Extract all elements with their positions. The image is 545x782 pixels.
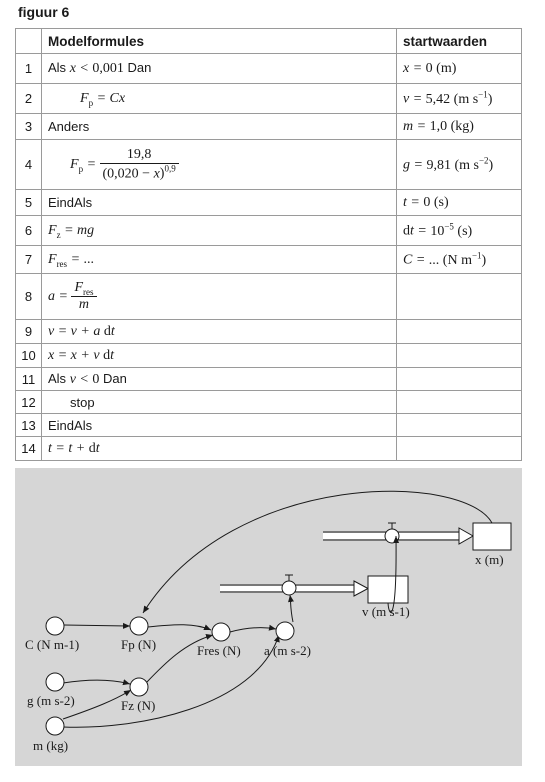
startwaarde-cell-empty — [397, 344, 522, 368]
startwaarde-cell-empty — [397, 368, 522, 391]
formula-cell — [42, 344, 397, 368]
table-row — [16, 216, 522, 246]
startwaarde-cell — [397, 84, 522, 114]
startwaarde-x: x = 0 (m) — [403, 61, 457, 76]
x-valve-icon — [385, 523, 399, 543]
row-number: 5 — [16, 190, 42, 216]
startwaarde-cell — [397, 216, 522, 246]
startwaarde-cell-empty — [397, 391, 522, 414]
row-number: 14 — [16, 437, 42, 461]
x-stock — [473, 523, 511, 550]
table-row — [16, 190, 522, 216]
startwaarde-m: m = 1,0 (kg) — [403, 119, 474, 134]
x-label: x (m) — [475, 552, 504, 567]
formula-text: a = $\frac{F_{res}}{m}$ — [48, 289, 97, 304]
startwaarde-cell-empty — [397, 414, 522, 437]
table-row — [16, 84, 522, 114]
startwaarde-cell-empty — [397, 437, 522, 461]
startwaarde-cell — [397, 246, 522, 274]
keyword-eindals: EindAls — [48, 417, 93, 433]
fraction-denominator: $(0,020 - x)^{0,9}$ — [102, 163, 176, 182]
condition-text: x < 0,001 — [69, 61, 124, 76]
keyword-als: Als — [48, 60, 67, 75]
row-number: 2 — [16, 84, 42, 114]
formula-cell — [42, 414, 397, 437]
table-row — [16, 320, 522, 344]
row-number: 4 — [16, 140, 42, 190]
g-constant-node — [46, 673, 64, 691]
m-constant-node — [46, 717, 64, 735]
formula-text: $F_{res}$ = ... — [48, 251, 95, 269]
row-number: 11 — [16, 368, 42, 391]
keyword-eindals: EindAls — [48, 195, 93, 210]
v-valve-icon — [282, 575, 296, 595]
fraction-numerator: $F_{res}$ — [71, 280, 96, 298]
connector-arrows — [63, 491, 492, 727]
c-label: C (N m-1) — [25, 637, 80, 652]
keyword-dan: Dan — [102, 370, 127, 386]
model-diagram — [15, 468, 522, 766]
startwaarde-v: v = 5,42 (m $s^{-1}$) — [403, 89, 493, 107]
table-row — [16, 391, 522, 414]
formula-text: $F_z$ = mg — [48, 222, 95, 240]
fraction-denominator: m — [78, 297, 90, 313]
formula-text: $F_p$ = $\frac{19,8}{(0,020 - x)^{0,9}}$ — [70, 157, 179, 172]
startwaarde-cell — [397, 54, 522, 84]
startwaarde-cell-empty — [397, 274, 522, 320]
v-stock — [368, 576, 408, 603]
formula-cell — [42, 216, 397, 246]
table-row — [16, 54, 522, 84]
table-header-row — [16, 29, 522, 54]
table-row — [16, 114, 522, 140]
startwaarde-dt: dt = $10^{-5}$ (s) — [403, 221, 473, 239]
fp-auxiliary-node — [130, 617, 148, 635]
fraction — [100, 147, 179, 183]
row-number: 8 — [16, 274, 42, 320]
table-row — [16, 274, 522, 320]
fres-label: Fres (N) — [197, 643, 241, 658]
row-number: 12 — [16, 391, 42, 414]
table-row — [16, 437, 522, 461]
diagram-canvas — [15, 468, 522, 766]
figure-title: figuur 6 — [18, 4, 70, 20]
formula-cell — [42, 114, 397, 140]
formula-cell — [42, 246, 397, 274]
row-number: 1 — [16, 54, 42, 84]
a-label: a (m s-2) — [264, 643, 311, 658]
fraction — [71, 280, 96, 314]
formula-cell — [42, 437, 397, 461]
row-number: 7 — [16, 246, 42, 274]
formula-cell — [42, 368, 397, 391]
startwaarde-c: C = ... (N $m^{-1}$) — [403, 250, 487, 268]
table-row — [16, 414, 522, 437]
formula-cell — [42, 54, 397, 84]
table-row — [16, 246, 522, 274]
g-label: g (m s-2) — [27, 693, 75, 708]
startwaarde-g: g = 9,81 (m $s^{-2}$) — [403, 155, 494, 173]
fp-label: Fp (N) — [121, 637, 157, 652]
table-row — [16, 368, 522, 391]
startwaarde-cell-empty — [397, 320, 522, 344]
formula-cell — [42, 140, 397, 190]
keyword-als: Als — [48, 370, 67, 386]
startwaarde-cell — [397, 140, 522, 190]
header-modelformules: Modelformules — [42, 29, 397, 54]
a-auxiliary-node — [276, 622, 294, 640]
startwaarde-cell — [397, 114, 522, 140]
condition-text: v < 0 — [69, 371, 100, 387]
formula-cell — [42, 84, 397, 114]
startwaarde-t: t = 0 (s) — [403, 195, 449, 210]
fz-label: Fz (N) — [121, 698, 156, 713]
startwaarde-cell — [397, 190, 522, 216]
formula-text: v = v + a dt — [48, 324, 115, 339]
c-constant-node — [46, 617, 64, 635]
row-number: 9 — [16, 320, 42, 344]
v-label: v (m s-1) — [362, 604, 410, 619]
formula-cell — [42, 190, 397, 216]
table-row — [16, 344, 522, 368]
row-number: 13 — [16, 414, 42, 437]
formula-text: $F_p = Cx$ — [80, 90, 126, 108]
fres-auxiliary-node — [212, 623, 230, 641]
model-table — [15, 28, 522, 461]
keyword-anders: Anders — [48, 119, 90, 134]
fz-auxiliary-node — [130, 678, 148, 696]
row-number: 6 — [16, 216, 42, 246]
formula-cell — [42, 274, 397, 320]
formula-cell — [42, 320, 397, 344]
formula-text: t = t + dt — [48, 441, 100, 456]
formula-text: x = x + v dt — [48, 348, 114, 363]
m-label: m (kg) — [33, 738, 69, 753]
formula-cell — [42, 391, 397, 414]
row-number: 3 — [16, 114, 42, 140]
table-row — [16, 140, 522, 190]
fraction-numerator: 19,8 — [100, 147, 179, 164]
row-number: 10 — [16, 344, 42, 368]
keyword-stop: stop — [70, 394, 95, 410]
header-empty-cell — [16, 29, 42, 54]
keyword-dan: Dan — [127, 60, 152, 75]
header-startwaarden: startwaarden — [397, 29, 522, 54]
